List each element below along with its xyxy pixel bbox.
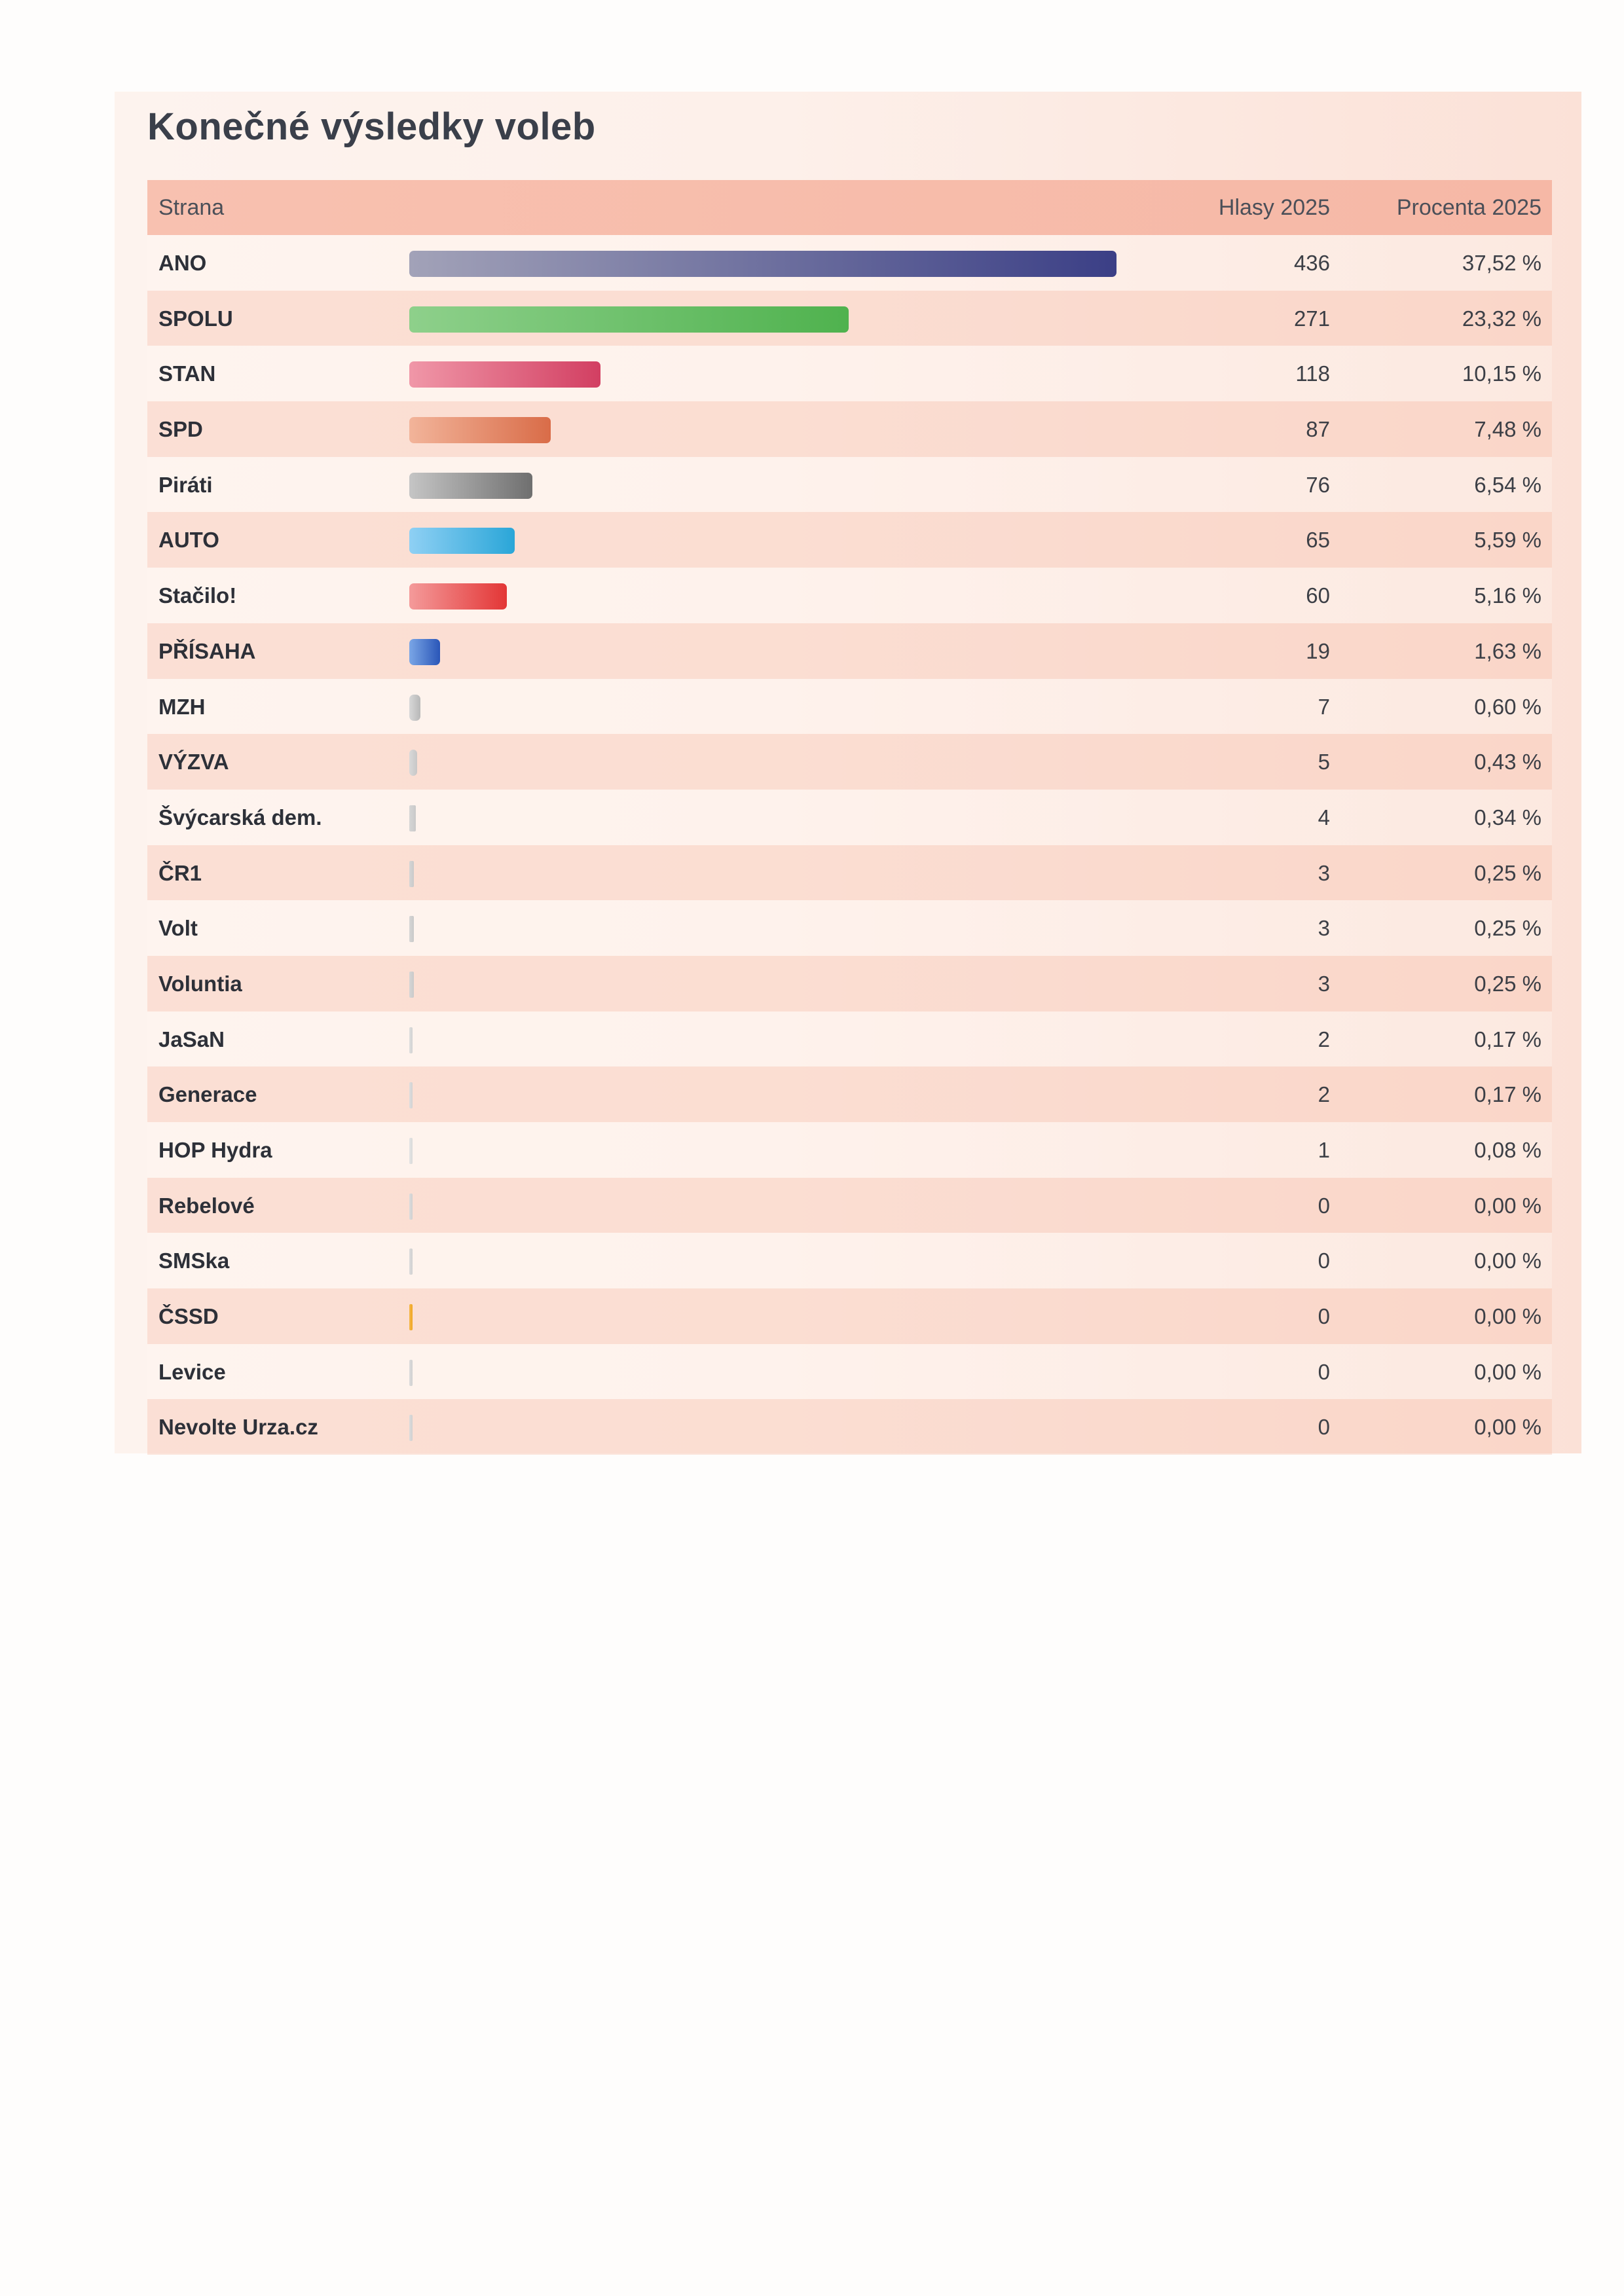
vote-bar xyxy=(409,528,515,554)
votes-value: 76 xyxy=(1306,472,1330,497)
votes-value: 65 xyxy=(1306,528,1330,553)
party-name: Švýcarská dem. xyxy=(158,805,322,829)
party-name: SMSka xyxy=(158,1248,230,1273)
percent-value: 6,54 % xyxy=(1474,472,1541,497)
percent-value: 0,08 % xyxy=(1474,1138,1541,1162)
party-name: Stačilo! xyxy=(158,583,237,608)
votes-value: 3 xyxy=(1318,860,1330,885)
table-row xyxy=(147,679,1552,735)
percent-value: 0,43 % xyxy=(1474,750,1541,774)
votes-value: 1 xyxy=(1318,1138,1330,1162)
vote-bar xyxy=(409,916,414,942)
vote-bar xyxy=(409,1194,413,1220)
vote-bar xyxy=(409,361,600,388)
percent-value: 0,25 % xyxy=(1474,916,1541,941)
table-row xyxy=(147,1066,1552,1122)
vote-bar xyxy=(409,1138,413,1164)
table-row xyxy=(147,1011,1552,1067)
table-row xyxy=(147,623,1552,679)
table-row xyxy=(147,401,1552,457)
percent-value: 0,00 % xyxy=(1474,1248,1541,1273)
vote-bar xyxy=(409,805,416,831)
party-name: Generace xyxy=(158,1082,257,1107)
party-name: VÝZVA xyxy=(158,750,229,774)
vote-bar xyxy=(409,695,420,721)
vote-bar xyxy=(409,1248,413,1275)
vote-bar xyxy=(409,1360,413,1386)
votes-value: 0 xyxy=(1318,1304,1330,1329)
results-table xyxy=(147,180,1552,1455)
votes-value: 7 xyxy=(1318,694,1330,719)
table-body xyxy=(147,235,1552,1455)
party-name: ČR1 xyxy=(158,860,202,885)
votes-value: 5 xyxy=(1318,750,1330,774)
party-name: Volt xyxy=(158,916,198,941)
vote-bar xyxy=(409,473,532,499)
vote-bar xyxy=(409,750,417,776)
vote-bar xyxy=(409,583,507,610)
table-row xyxy=(147,956,1552,1011)
party-name: Levice xyxy=(158,1359,226,1384)
party-name: AUTO xyxy=(158,528,219,553)
party-name: Rebelové xyxy=(158,1193,255,1218)
party-name: Voluntia xyxy=(158,971,242,996)
vote-bar xyxy=(409,1082,413,1108)
votes-value: 0 xyxy=(1318,1248,1330,1273)
vote-bar xyxy=(409,639,440,665)
table-header xyxy=(147,180,1552,235)
table-row xyxy=(147,235,1552,291)
party-name: MZH xyxy=(158,694,206,719)
percent-value: 5,16 % xyxy=(1474,583,1541,608)
percent-value: 23,32 % xyxy=(1462,306,1541,331)
votes-value: 60 xyxy=(1306,583,1330,608)
party-name: PŘÍSAHA xyxy=(158,638,256,663)
votes-value: 3 xyxy=(1318,971,1330,996)
percent-value: 0,34 % xyxy=(1474,805,1541,829)
table-row xyxy=(147,1122,1552,1178)
votes-value: 271 xyxy=(1293,306,1330,331)
table-row xyxy=(147,1233,1552,1288)
party-name: STAN xyxy=(158,361,216,386)
header-votes: Hlasy 2025 xyxy=(1218,195,1330,220)
percent-value: 0,60 % xyxy=(1474,694,1541,719)
percent-value: 0,25 % xyxy=(1474,860,1541,885)
votes-value: 2 xyxy=(1318,1082,1330,1107)
table-row xyxy=(147,568,1552,623)
vote-bar xyxy=(409,861,414,887)
votes-value: 0 xyxy=(1318,1415,1330,1440)
percent-value: 0,00 % xyxy=(1474,1359,1541,1384)
party-name: SPD xyxy=(158,417,203,442)
table-row xyxy=(147,1399,1552,1455)
percent-value: 10,15 % xyxy=(1462,361,1541,386)
percent-value: 0,25 % xyxy=(1474,971,1541,996)
percent-value: 0,17 % xyxy=(1474,1027,1541,1051)
percent-value: 37,52 % xyxy=(1462,251,1541,275)
percent-value: 1,63 % xyxy=(1474,638,1541,663)
votes-value: 19 xyxy=(1306,638,1330,663)
table-row xyxy=(147,1178,1552,1233)
header-party: Strana xyxy=(158,195,225,220)
votes-value: 118 xyxy=(1295,361,1330,386)
percent-value: 7,48 % xyxy=(1474,417,1541,442)
vote-bar xyxy=(409,417,551,443)
party-name: HOP Hydra xyxy=(158,1138,272,1162)
table-row xyxy=(147,845,1552,901)
table-row xyxy=(147,1344,1552,1400)
votes-value: 0 xyxy=(1318,1193,1330,1218)
table-row xyxy=(147,346,1552,401)
table-row xyxy=(147,512,1552,568)
vote-bar xyxy=(409,1027,413,1053)
votes-value: 87 xyxy=(1306,417,1330,442)
votes-value: 3 xyxy=(1318,916,1330,941)
table-row xyxy=(147,457,1552,513)
votes-value: 2 xyxy=(1318,1027,1330,1051)
table-row xyxy=(147,1288,1552,1344)
votes-value: 4 xyxy=(1318,805,1330,829)
vote-bar xyxy=(409,1304,413,1330)
party-name: JaSaN xyxy=(158,1027,225,1051)
percent-value: 0,00 % xyxy=(1474,1415,1541,1440)
votes-value: 0 xyxy=(1318,1359,1330,1384)
percent-value: 0,17 % xyxy=(1474,1082,1541,1107)
percent-value: 0,00 % xyxy=(1474,1304,1541,1329)
votes-value: 436 xyxy=(1293,251,1330,275)
table-row xyxy=(147,790,1552,845)
vote-bar xyxy=(409,972,414,998)
percent-value: 0,00 % xyxy=(1474,1193,1541,1218)
vote-bar xyxy=(409,1415,413,1441)
header-percent: Procenta 2025 xyxy=(1396,195,1541,220)
party-name: Piráti xyxy=(158,472,213,497)
table-row xyxy=(147,900,1552,956)
party-name: ANO xyxy=(158,251,207,275)
percent-value: 5,59 % xyxy=(1474,528,1541,553)
vote-bar xyxy=(409,306,849,333)
vote-bar xyxy=(409,251,1116,277)
party-name: SPOLU xyxy=(158,306,233,331)
party-name: ČSSD xyxy=(158,1304,219,1329)
table-row xyxy=(147,734,1552,790)
table-row xyxy=(147,291,1552,346)
party-name: Nevolte Urza.cz xyxy=(158,1415,318,1440)
page-title: Konečné výsledky voleb xyxy=(147,105,596,148)
